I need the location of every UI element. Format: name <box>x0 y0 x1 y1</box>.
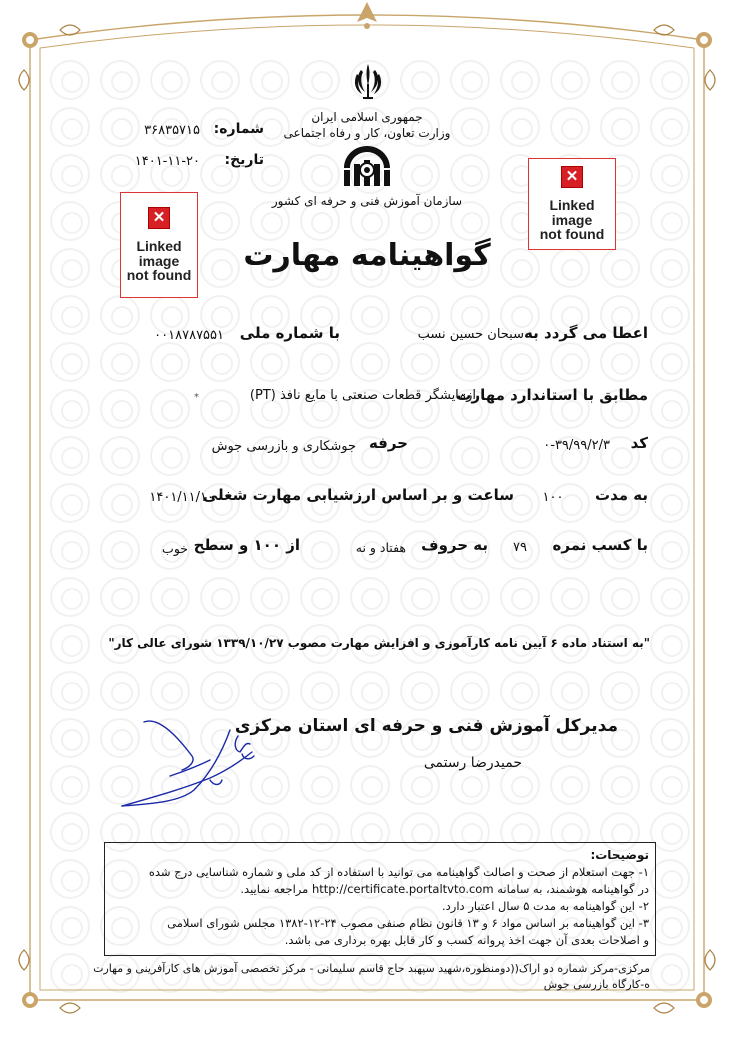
level-value: خوب <box>162 541 188 556</box>
standard-value: ازمایشگر قطعات صنعتی با مایع نافذ (PT) <box>249 388 476 403</box>
broken-image-text: image <box>138 252 180 269</box>
handwritten-signature <box>110 712 310 822</box>
ministry-name: وزارت تعاون، کار و رفاه اجتماعی <box>283 126 451 140</box>
tvto-logo-icon <box>336 144 398 188</box>
certificate-title: گواهینامه مهارت <box>243 238 491 273</box>
notes-line: در گواهینامه هوشمند، به سامانه http://certificate.portaltvto.com مراجعه نمایید. <box>240 882 649 896</box>
letters-label: به حروف <box>421 536 488 554</box>
notes-line: و اصلاحات بعدی آن جهت اخذ پروانه کسب و کار قابل بهره برداری می باشد. <box>284 933 649 947</box>
letters-value: هفتاد و نه <box>355 540 406 555</box>
photo-placeholder-right <box>528 158 616 250</box>
standard-mark: * <box>194 392 199 403</box>
broken-image-text: not found <box>126 267 192 284</box>
broken-image-text: image <box>551 211 593 228</box>
standard-label: مطابق با استاندارد مهارت <box>456 386 648 404</box>
organization-name: سازمان آموزش فنی و حرفه ای کشور <box>271 194 463 208</box>
signatory-name: حمیدرضا رستمی <box>423 755 522 771</box>
number-value: ۳۶۸۳۵۷۱۵ <box>144 123 200 138</box>
code-value: ۰-۳۹/۹۹/۲/۳ <box>543 438 610 453</box>
trade-label: حرفه <box>368 434 408 452</box>
iran-emblem-icon <box>353 62 383 102</box>
broken-image-text: not found <box>539 226 605 243</box>
national-id-label: با شماره ملی <box>239 324 340 342</box>
score-value: ۷۹ <box>513 540 527 555</box>
broken-image-text: Linked <box>549 196 595 213</box>
trade-value: جوشکاری و بازرسی جوش <box>211 439 356 454</box>
legal-quote: "به استناد ماده ۶ آیین نامه کارآموزی و افزایش مهارت مصوب ۱۳۳۹/۱۰/۲۷ شورای عالی کار" <box>108 636 650 650</box>
granted-label: اعطا می گردد به <box>524 324 648 342</box>
broken-image-icon: ✕ <box>561 166 583 188</box>
assessment-date: ۱۴۰۱/۱۱/۱۰ <box>149 490 214 505</box>
granted-value: سبحان حسین نسب <box>417 327 524 342</box>
notes-box <box>104 842 656 956</box>
level-label: از ۱۰۰ و سطح <box>193 536 300 554</box>
country-name: جمهوری اسلامی ایران <box>311 110 423 124</box>
score-label: با کسب نمره <box>552 536 648 554</box>
footer-line: مرکزی-مرکز شماره دو اراک((دومنظوره،شهید سپهبد حاج قاسم سلیمانی - مرکز تخصصی آموزش های کارآفرینی و مهارت <box>93 962 650 975</box>
notes-line: ۱- جهت استعلام از صحت و اصالت گواهینامه می توانید با استفاده از کد ملی و شماره شناسایی درج شده <box>148 865 649 879</box>
duration-value: ۱۰۰ <box>542 490 564 505</box>
notes-heading: توضیحات: <box>590 848 649 862</box>
hours-label: ساعت و بر اساس ارزشیابی مهارت شغلی <box>202 486 514 504</box>
date-value: ۱۴۰۱-۱۱-۲۰ <box>134 154 200 169</box>
broken-image-icon: ✕ <box>148 207 170 229</box>
date-label: تاریخ: <box>224 152 264 168</box>
photo-placeholder-left <box>120 192 198 298</box>
duration-label: به مدت <box>595 486 648 504</box>
number-label: شماره: <box>213 121 264 137</box>
footer-line: ه-کارگاه بازرسی جوش <box>543 978 650 991</box>
code-label: کد <box>630 434 648 452</box>
signatory-title: مدیرکل آموزش فنی و حرفه ای استان مرکزی <box>234 716 618 736</box>
broken-image-text: Linked <box>136 237 182 254</box>
national-id-value: ۰۰۱۸۷۸۷۵۵۱ <box>154 328 224 343</box>
notes-line: ۳- این گواهینامه بر اساس مواد ۶ و ۱۳ قانون نظام صنفی مصوب ۲۴-۱۲-۱۳۸۲ مجلس شورای اسلامی <box>167 916 649 930</box>
notes-line: ۲- این گواهینامه به مدت ۵ سال اعتبار دارد. <box>442 899 649 913</box>
